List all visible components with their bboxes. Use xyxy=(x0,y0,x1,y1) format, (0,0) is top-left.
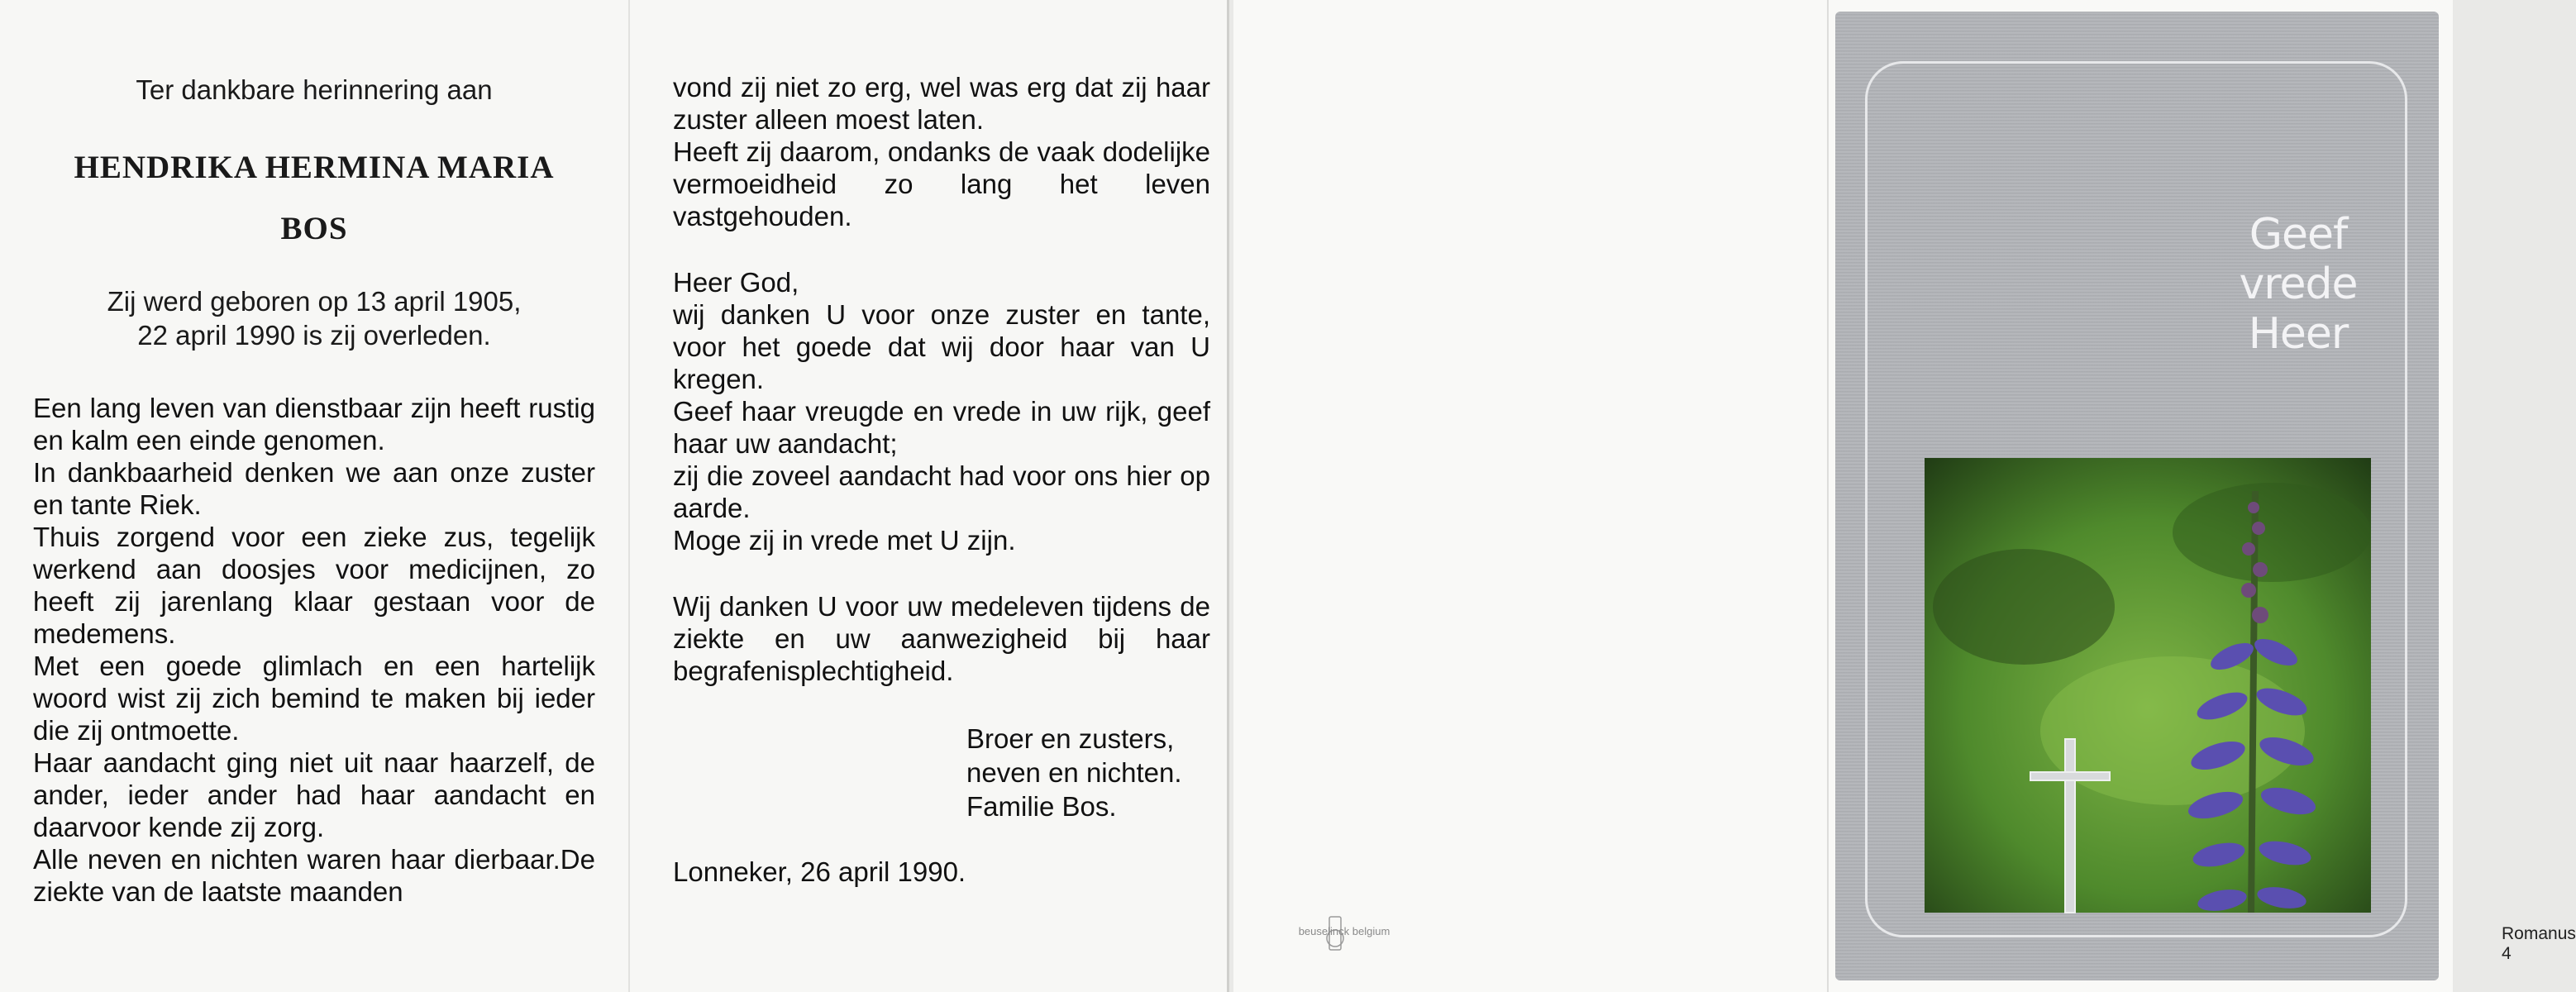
outer-spread xyxy=(1233,0,2576,992)
flower-photo xyxy=(1925,458,2371,913)
inner-spread xyxy=(0,0,1229,992)
biography-text xyxy=(33,392,595,908)
death-date-line: 22 april 1990 is zij overleden. xyxy=(137,320,491,351)
cover-background xyxy=(1835,12,2439,980)
salvia-flower-image xyxy=(1925,458,2371,913)
publisher-name: beuselinck belgium xyxy=(1298,925,1391,937)
biography-paragraph: Thuis zorgend voor een zieke zus, tegelijk werkend aan doosjes voor medicijnen, zo heeft zij jarenlang klaar gestaan voor de medemens. xyxy=(33,522,595,649)
spacer xyxy=(673,232,1210,266)
prayer-line: Heer God, xyxy=(673,267,799,298)
dedication-lead: Ter dankbare herinnering aan xyxy=(136,74,493,105)
prayer-line: wij danken U voor onze zuster en tante, voor het goede dat wij door haar van U kregen. xyxy=(673,299,1210,394)
cover-title-line: vrede xyxy=(2239,260,2358,309)
deceased-name-first: HENDRIKA HERMINA MARIA xyxy=(74,150,555,185)
verse-reference: Romanus 4 xyxy=(2502,924,2576,963)
continued-paragraph: vond zij niet zo erg, wel was erg dat zij haar zuster alleen moest laten. xyxy=(673,72,1210,135)
biography-paragraph: Een lang leven van dienstbaar zijn heeft rustig en kalm een einde genomen. xyxy=(33,393,595,455)
cover-title-line: Heer xyxy=(2248,309,2349,359)
cover-title xyxy=(2216,210,2381,359)
place-and-date: Lonneker, 26 april 1990. xyxy=(673,856,966,887)
deceased-name-last: BOS xyxy=(280,211,348,246)
biography-paragraph: In dankbaarheid denken we aan onze zuster en tante Riek. xyxy=(33,457,595,520)
prayer-line: Moge zij in vrede met U zijn. xyxy=(673,525,1016,556)
continued-text xyxy=(673,71,1210,687)
signature-line: Broer en zusters, xyxy=(966,723,1175,754)
biography-paragraph: Met een goede glimlach en een hartelijk woord wist zij zich bemind te maken bij ieder die zij ontmoette. xyxy=(33,651,595,746)
birth-date-line: Zij werd geboren op 13 april 1905, xyxy=(107,286,522,317)
signature-line: Familie Bos. xyxy=(966,791,1117,822)
right-page xyxy=(628,0,1227,992)
continued-paragraph: Heeft zij daarom, ondanks de vaak dodelijke vermoeidheid zo lang het leven vastgehouden. xyxy=(673,136,1210,231)
life-dates xyxy=(33,284,595,352)
cover-title-line: Geef xyxy=(2249,210,2348,260)
biography-paragraph: Haar aandacht ging niet uit naar haarzelf, de ander, ieder ander had haar aandacht en daarvoor kende zij zorg. xyxy=(33,747,595,842)
prayer-line: zij die zoveel aandacht had voor ons hier op aarde. xyxy=(673,460,1210,523)
biography-paragraph: Alle neven en nichten waren haar dierbaar.De ziekte van de laatste maanden xyxy=(33,844,595,907)
prayer-line: Geef haar vreugde en vrede in uw rijk, geef haar uw aandacht; xyxy=(673,396,1210,459)
signature-block xyxy=(966,722,1210,823)
front-cover xyxy=(1829,0,2453,992)
thanks-paragraph: Wij danken U voor uw medeleven tijdens de ziekte en uw aanwezigheid bij haar begrafenisplechtigheid. xyxy=(673,591,1210,686)
signature-line: neven en nichten. xyxy=(966,757,1182,788)
left-page xyxy=(0,0,628,992)
spacer xyxy=(673,556,1210,590)
publisher-logo xyxy=(1278,913,1410,953)
